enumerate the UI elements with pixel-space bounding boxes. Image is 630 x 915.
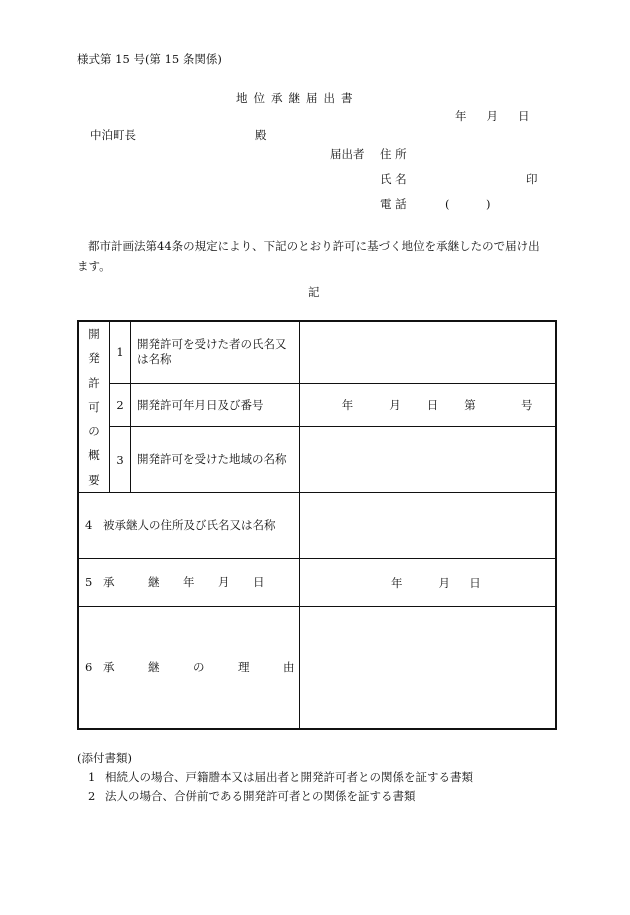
attachment-text: 法人の場合、合併前である開発許可者との関係を証する書類	[105, 789, 416, 803]
applicant-label: 届出者	[330, 147, 365, 161]
document-title: 地位承継届出書	[236, 91, 359, 105]
addressee-line	[90, 128, 267, 142]
row-label	[78, 607, 300, 729]
label-char: 承	[103, 575, 115, 590]
row-label-text: 開発許可を受けた者の氏名又は名称	[137, 337, 287, 367]
label-char: 継	[148, 575, 160, 590]
day-label: 日	[469, 575, 481, 590]
attachment-number: 2	[88, 789, 96, 803]
name-label: 氏 名	[380, 172, 407, 186]
group-label	[78, 321, 110, 493]
table-row	[78, 559, 556, 607]
group-char: 要	[88, 472, 100, 487]
row-number: 5	[85, 575, 93, 590]
row-number: 1	[110, 321, 131, 383]
form-number: 様式第 15 号(第 15 条関係)	[77, 52, 222, 66]
group-char: の	[88, 424, 100, 439]
row-label	[131, 321, 300, 383]
address-label: 住 所	[380, 147, 407, 161]
attachment-text: 相続人の場合、戸籍謄本又は届出者と開発許可者との関係を証する書類	[105, 770, 473, 784]
submission-date	[455, 111, 530, 123]
table-row	[78, 607, 556, 729]
row-number: 6	[85, 660, 93, 675]
day-label: 日	[426, 398, 439, 413]
row-number: 4	[85, 518, 93, 533]
month-label: 月	[389, 398, 401, 413]
body-text: 都市計画法第44条の規定により、下記のとおり許可に基づく地位を承継したので届け出ます。	[77, 239, 540, 273]
row-value-field[interactable]	[300, 321, 557, 383]
row-label: 開発許可年月日及び番号	[131, 383, 300, 426]
table-row	[78, 493, 556, 559]
group-char: 開	[88, 327, 100, 341]
label-char: の	[193, 660, 205, 675]
addressee: 中泊町長	[90, 128, 136, 142]
succession-date-field[interactable]	[300, 559, 557, 607]
attachment-item	[88, 772, 473, 784]
row-label-text: 被承継人の住所及び氏名又は名称	[103, 518, 276, 533]
label-char: 由	[283, 660, 295, 675]
ki-heading: 記	[308, 285, 320, 299]
notification-table	[77, 320, 557, 730]
date-year-label: 年	[455, 109, 467, 123]
row-value-field[interactable]	[300, 427, 557, 493]
label-char: 理	[238, 660, 250, 675]
date-month-label: 月	[486, 109, 498, 123]
group-char: 概	[88, 448, 100, 463]
group-char: 発	[88, 351, 100, 366]
label-char: 承	[103, 660, 115, 675]
attachments-heading: (添付書類)	[77, 751, 132, 765]
attachment-number: 1	[88, 770, 96, 784]
year-label: 年	[341, 398, 354, 413]
row-number: 3	[110, 427, 131, 493]
date-day-label: 日	[518, 109, 530, 123]
label-char: 年	[183, 575, 195, 590]
seal-label: 印	[526, 172, 538, 186]
label-char: 日	[253, 575, 265, 590]
group-char: 許	[88, 375, 100, 390]
row-label	[78, 493, 300, 559]
table-row	[78, 427, 556, 493]
attachment-item	[88, 791, 416, 803]
go-label: 号	[521, 398, 533, 413]
honorific: 殿	[255, 128, 267, 142]
label-char: 継	[148, 660, 160, 675]
predecessor-field[interactable]	[300, 493, 557, 559]
row-number: 2	[110, 383, 131, 426]
table-row	[78, 321, 556, 383]
permit-date-number-field[interactable]	[300, 383, 557, 426]
table-row	[78, 383, 556, 426]
year-label: 年	[391, 575, 403, 590]
group-char: 可	[88, 399, 100, 414]
label-char: 月	[218, 575, 230, 590]
month-label: 月	[438, 575, 450, 590]
dai-label: 第	[464, 398, 476, 413]
phone-label: 電 話	[380, 197, 407, 211]
phone-paren: ( )	[445, 197, 491, 211]
row-label: 開発許可を受けた地域の名称	[131, 427, 300, 493]
succession-reason-field[interactable]	[300, 607, 557, 729]
row-label	[78, 559, 300, 607]
